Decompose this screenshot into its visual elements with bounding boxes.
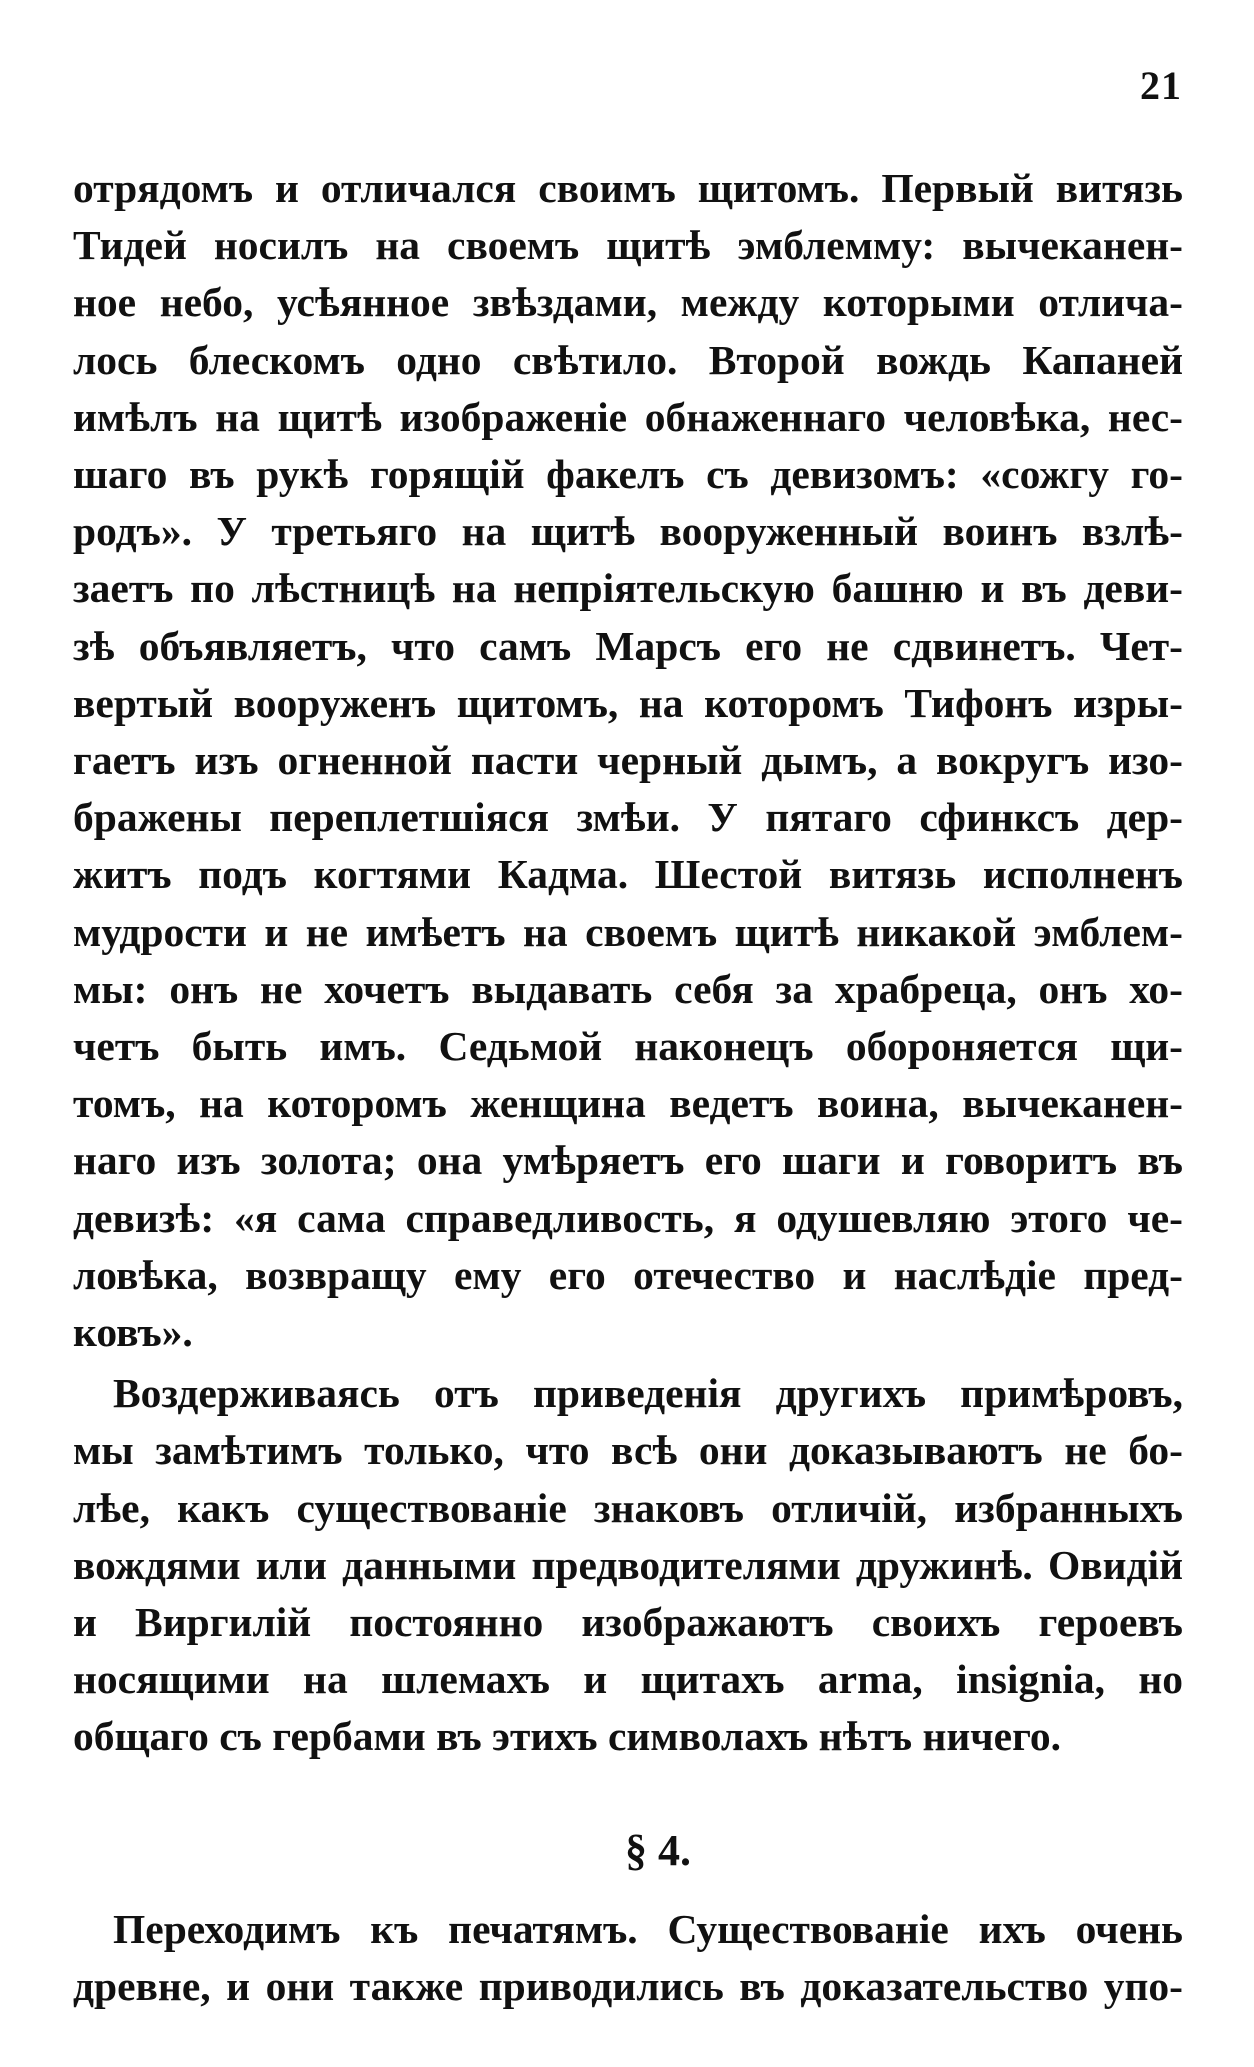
text-line: наго изъ золота; она умѣряетъ его шаги и говоритъ въ bbox=[73, 1137, 1183, 1184]
text-line: Переходимъ къ печатямъ. Существованіе ихъ очень bbox=[113, 1905, 1183, 1952]
text-line: Воздерживаясь отъ приведенія другихъ примѣровъ, bbox=[113, 1370, 1183, 1417]
text-line: и Виргилій постоянно изображаютъ своихъ героевъ bbox=[73, 1599, 1183, 1646]
paragraph-1 bbox=[73, 160, 1183, 1361]
text-line: лѣе, какъ существованіе знаковъ отличій, избранныхъ bbox=[73, 1484, 1183, 1531]
text-line: общаго съ гербами въ этихъ символахъ нѣтъ ничего. bbox=[73, 1713, 1062, 1760]
text-line: мудрости и не имѣетъ на своемъ щитѣ никакой эмблем- bbox=[73, 908, 1183, 955]
text-line: Тидей носилъ на своемъ щитѣ эмблемму: вычеканен- bbox=[73, 222, 1183, 269]
text-line: имѣлъ на щитѣ изображеніе обнаженнаго человѣка, нес- bbox=[73, 393, 1183, 440]
text-line: носящими на шлемахъ и щитахъ arma, insignia, но bbox=[73, 1656, 1183, 1703]
text-line: девизѣ: «я сама справедливость, я одушевляю этого че- bbox=[73, 1194, 1183, 1241]
text-line: заетъ по лѣстницѣ на непріятельскую башню и въ деви- bbox=[73, 565, 1183, 612]
text-line: ковъ». bbox=[73, 1309, 193, 1356]
section-heading: § 4. bbox=[625, 1825, 691, 1875]
body-text bbox=[73, 160, 1183, 2015]
text-line: ное небо, усѣянное звѣздами, между которыми отлича- bbox=[73, 279, 1183, 326]
text-line: родъ». У третьяго на щитѣ вооруженный воинъ взлѣ- bbox=[73, 508, 1183, 555]
text-line: житъ подъ когтями Кадма. Шестой витязь исполненъ bbox=[73, 851, 1183, 898]
text-line: отрядомъ и отличался своимъ щитомъ. Первый витязь bbox=[73, 165, 1183, 211]
text-line: шаго въ рукѣ горящій факелъ съ девизомъ: «сожгу го- bbox=[73, 451, 1183, 498]
text-line: лось блескомъ одно свѣтило. Второй вождь Капаней bbox=[73, 336, 1183, 383]
page-number: 21 bbox=[1140, 63, 1182, 108]
text-line: древне, и они также приводились въ доказательство упо- bbox=[73, 1963, 1183, 2010]
text-line: гаетъ изъ огненной пасти черный дымъ, а вокругъ изо- bbox=[73, 737, 1183, 784]
text-line: зѣ объявляетъ, что самъ Марсъ его не сдвинетъ. Чет- bbox=[73, 622, 1183, 669]
text-line: четъ быть имъ. Седьмой наконецъ обороняется щи- bbox=[73, 1023, 1183, 1070]
text-line: мы: онъ не хочетъ выдавать себя за храбреца, онъ хо- bbox=[73, 965, 1183, 1012]
text-line: мы замѣтимъ только, что всѣ они доказываютъ не бо- bbox=[73, 1427, 1183, 1474]
text-line: вождями или данными предводителями дружинѣ. Овидій bbox=[73, 1541, 1183, 1588]
text-line: ловѣка, возвращу ему его отечество и наслѣдіе пред- bbox=[73, 1251, 1183, 1298]
text-line: томъ, на которомъ женщина ведетъ воина, вычеканен- bbox=[73, 1080, 1183, 1127]
text-line: бражены переплетшіяся змѣи. У пятаго сфинксъ дер- bbox=[73, 794, 1183, 841]
paragraph-2 bbox=[73, 1365, 1183, 1765]
text-line: вертый вооруженъ щитомъ, на которомъ Тифонъ изры- bbox=[73, 679, 1183, 726]
paragraph-3 bbox=[73, 1901, 1183, 2015]
